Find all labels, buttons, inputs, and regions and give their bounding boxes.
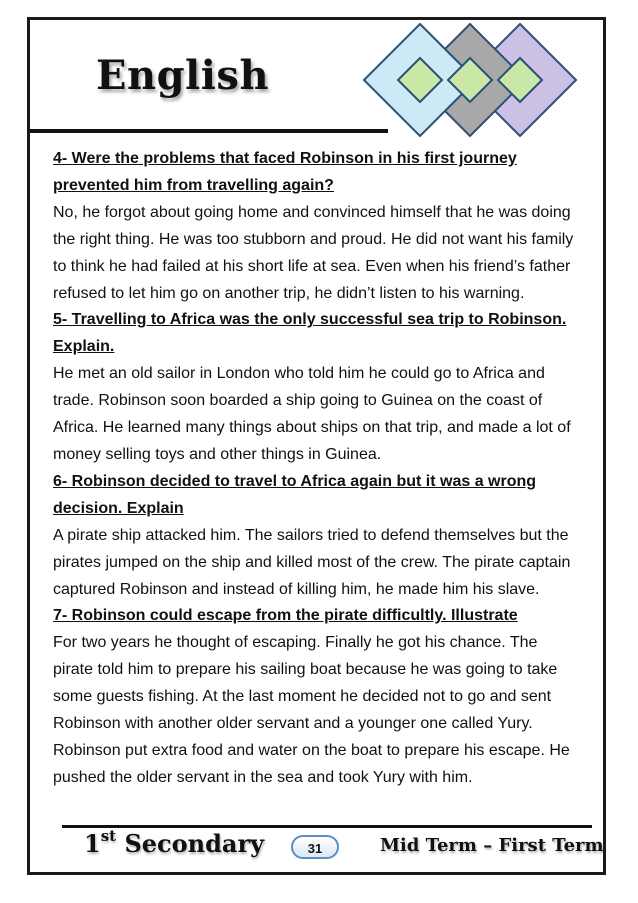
grade-suffix: st: [100, 827, 117, 845]
page-number: 31: [291, 835, 339, 859]
document-body: [53, 146, 593, 792]
answer-6-line: pirates jumped on the ship and killed most of the crew. The pirate captain: [53, 553, 571, 571]
question-4-cont: prevented him from travelling again?: [53, 176, 334, 194]
answer-5-line: Africa. He learned many things about ships on that trip, and made a lot of: [53, 419, 571, 437]
answer-4-line: the right thing. He was too stubborn and proud. He did not want his family: [53, 230, 574, 248]
answer-7-line: pirate told him to prepare his sailing boat because he was going to take: [53, 661, 558, 679]
answer-7-line: Robinson with another older servant and a younger one called Yury.: [53, 715, 533, 733]
question-7: 7- Robinson could escape from the pirate difficultly. Illustrate: [53, 607, 518, 625]
grade-number: 1: [84, 829, 101, 858]
grade-label: [84, 829, 264, 858]
answer-5-line: money selling toys and other things in Guinea.: [53, 445, 382, 463]
answer-7-line: pushed the older servant in the sea and took Yury with him.: [53, 768, 473, 786]
question-6-cont: decision. Explain: [53, 499, 184, 517]
term-label: Mid Term – First Term: [380, 835, 604, 856]
answer-7-line: For two years he thought of escaping. Finally he got his chance. The: [53, 634, 538, 652]
answer-4-line: to think he had failed at his short life at sea. Even when his friend’s father: [53, 257, 571, 275]
footer-rule: [62, 825, 592, 828]
question-4: 4- Were the problems that faced Robinson in his first journey: [53, 150, 517, 167]
answer-4-line: refused to let him go on another trip, he didn’t listen to his warning.: [53, 284, 525, 302]
question-5-cont: Explain.: [53, 338, 115, 356]
answer-4-line: No, he forgot about going home and convinced himself that he was doing: [53, 203, 571, 221]
answer-5-line: trade. Robinson soon boarded a ship going to Guinea on the coast of: [53, 392, 543, 410]
question-5: 5- Travelling to Africa was the only successful sea trip to Robinson.: [53, 311, 567, 329]
diamond-decoration-icon: [350, 20, 608, 140]
title-underline: [30, 129, 388, 133]
answer-6-line: A pirate ship attacked him. The sailors tried to defend themselves but the: [53, 526, 569, 544]
page-title: English: [96, 52, 270, 99]
answer-5-line: He met an old sailor in London who told him he could go to Africa and: [53, 365, 545, 383]
answer-7-line: some guests fishing. At the last moment he decided not to go and sent: [53, 688, 552, 706]
answer-7-line: Robinson put extra food and water on the boat to prepare his escape. He: [53, 741, 570, 759]
grade-word: Secondary: [124, 829, 265, 858]
question-6: 6- Robinson decided to travel to Africa again but it was a wrong: [53, 472, 537, 490]
answer-6-line: captured Robinson and instead of killing him, he made him his slave.: [53, 580, 540, 598]
